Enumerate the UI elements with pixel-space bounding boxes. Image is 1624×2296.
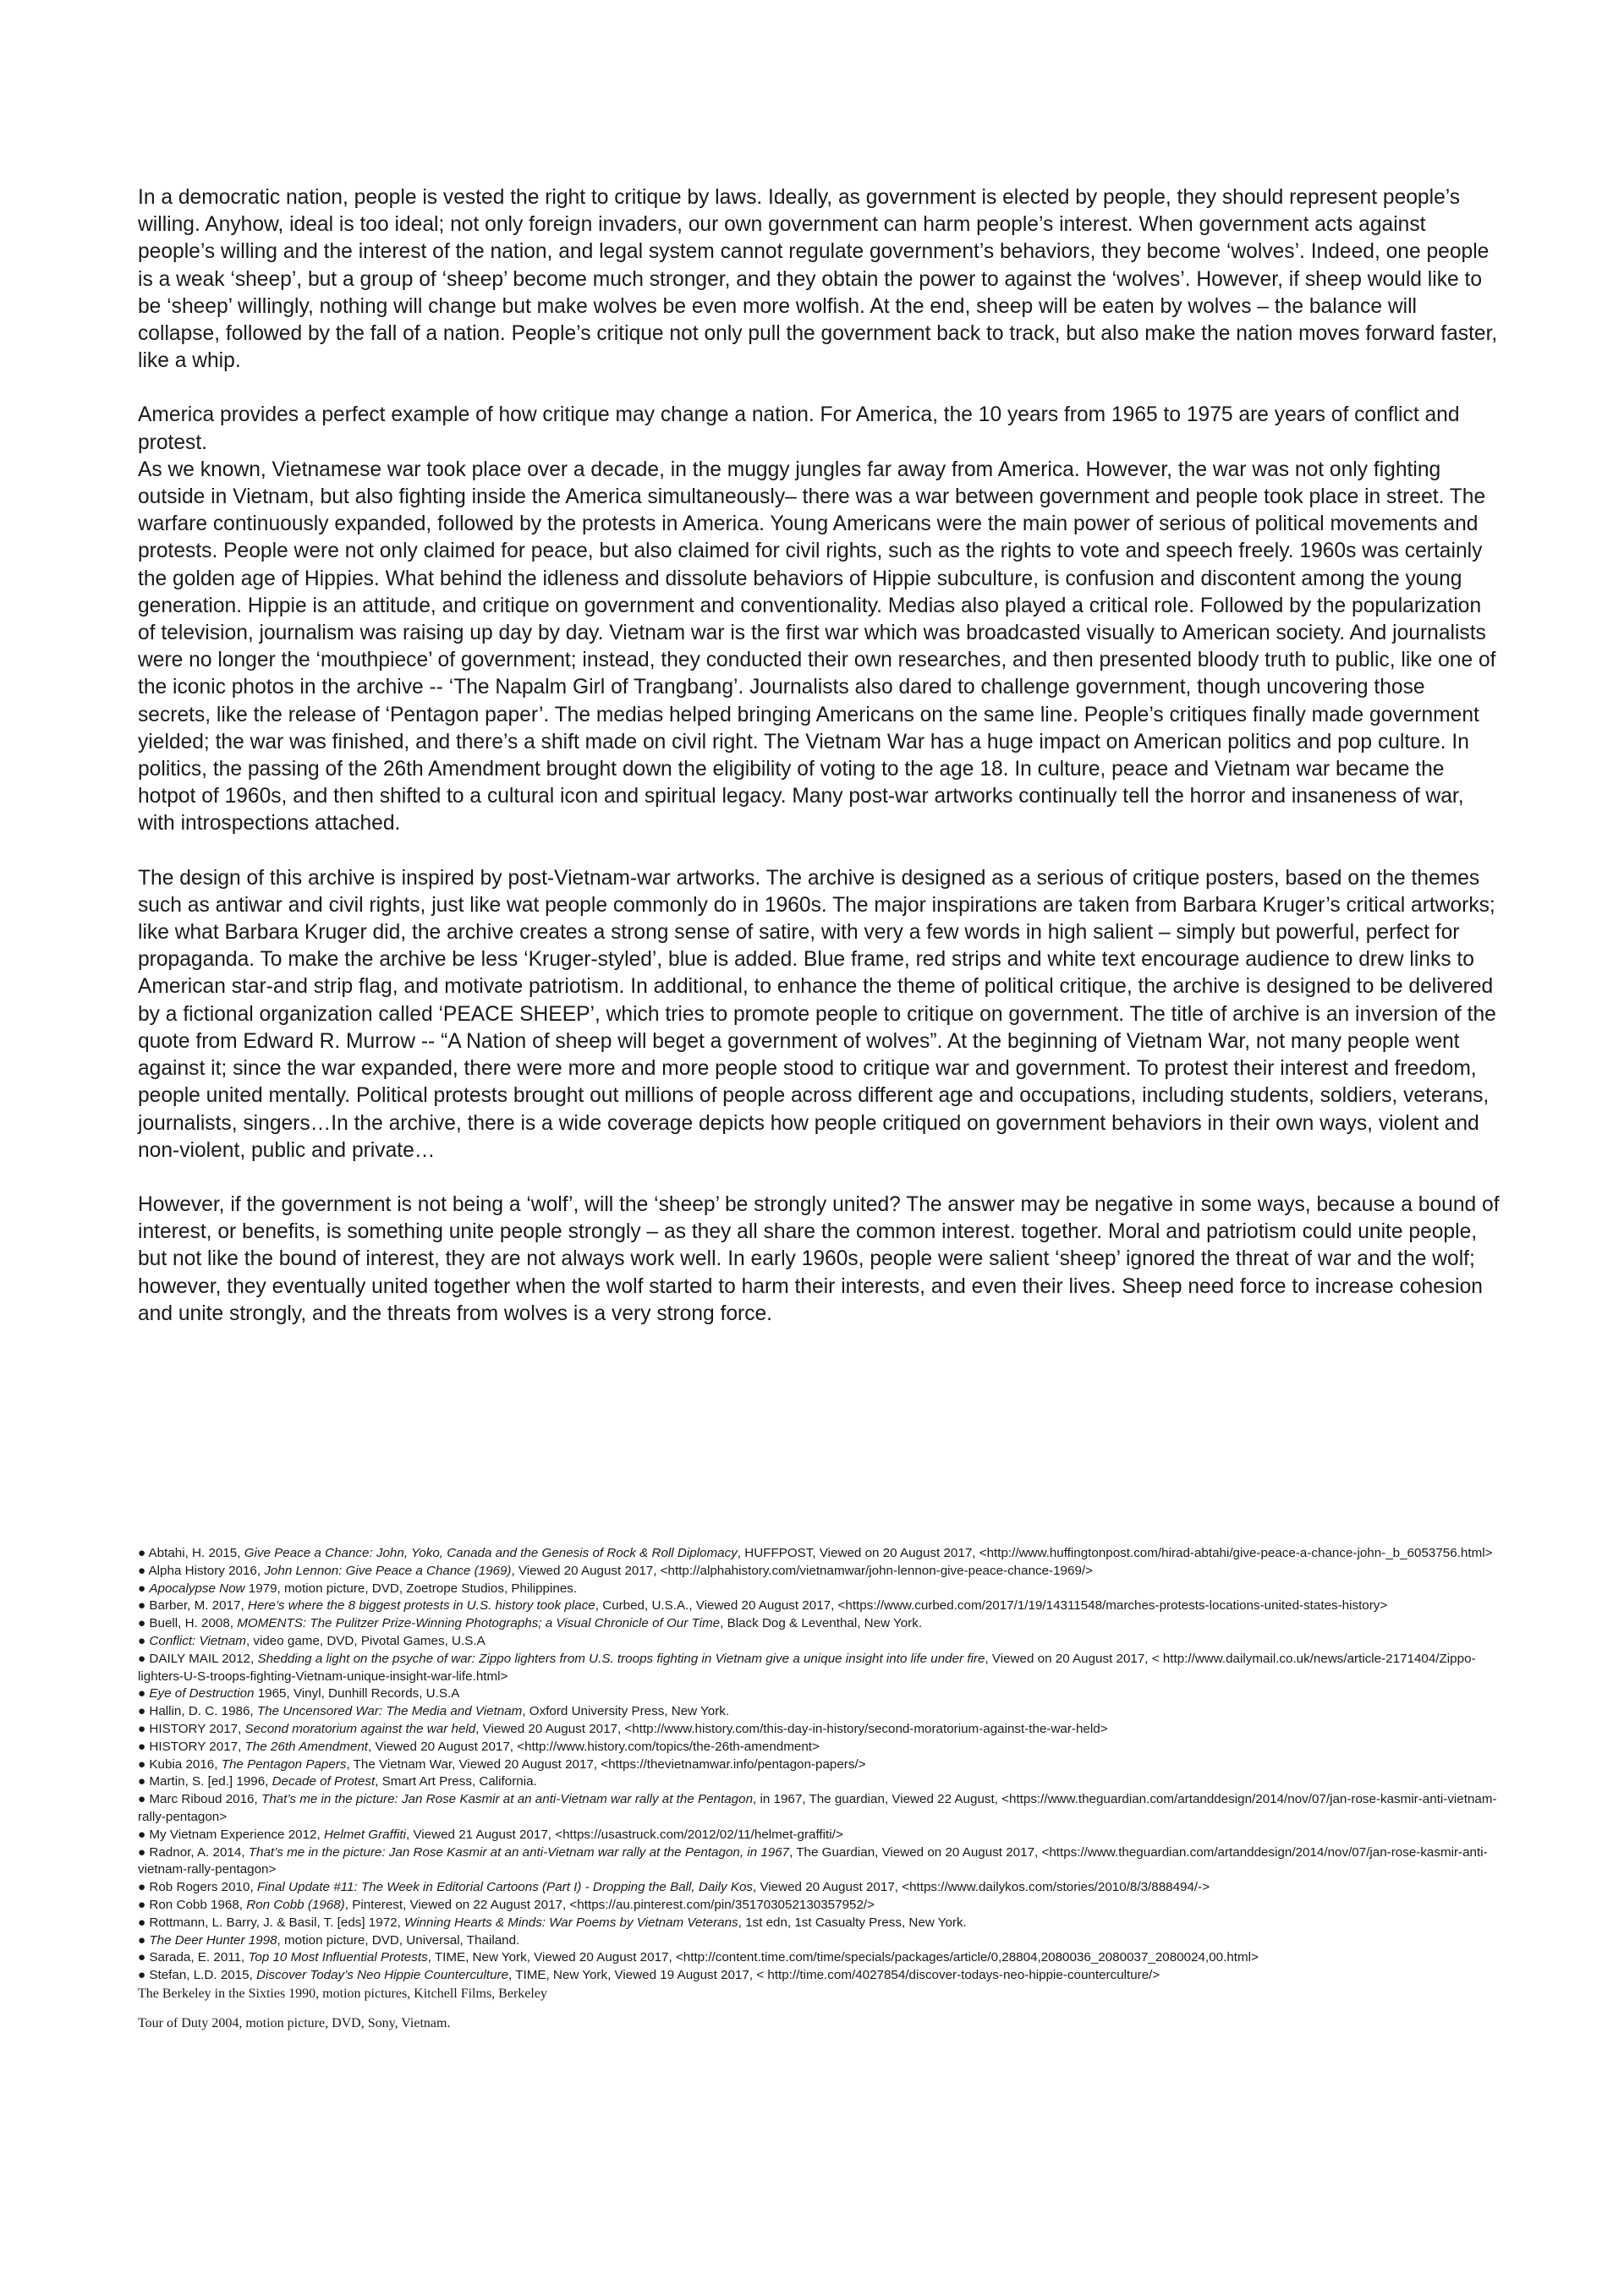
reference-suffix: , TIME, New York, Viewed 19 August 2017, < http://time.com/4027854/discover-todays-neo-hippie-counterculture/> [508,1968,1160,1983]
reference-item [138,1844,1501,1880]
reference-prefix: ● Ron Cobb 1968, [138,1897,247,1912]
reference-suffix: , Smart Art Press, California. [375,1774,537,1789]
reference-title: Discover Today’s Neo Hippie Counterculture [256,1968,509,1983]
reference-item [138,1932,1501,1950]
reference-title: Here’s where the 8 biggest protests in U.S. history took place [247,1598,595,1614]
reference-title: That’s me in the picture: Jan Rose Kasmir at an anti-Vietnam war rally at the Pentagon [261,1792,754,1807]
reference-item [138,1703,1501,1721]
reference-suffix: , Viewed 20 August 2017, <http://www.history.com/this-day-in-history/second-moratorium-against-the-war-held> [475,1721,1108,1736]
reference-title: Apocalypse Now [149,1581,245,1596]
reference-suffix: , Curbed, U.S.A., Viewed 20 August 2017, <https://www.curbed.com/2017/1/19/14311548/marches-protests-locations-united-states-history> [595,1598,1388,1614]
reference-item [138,1581,1501,1598]
reference-prefix: ● Martin, S. [ed.] 1996, [138,1774,272,1789]
essay-paragraph: The design of this archive is inspired by post-Vietnam-war artworks. The archive is designed as a serious of critique posters, based on the themes such as antiwar and civil rights, just like wat people commonly do in 1960s. The major inspirations are taken from Barbara Kruger’s critical artworks; like what Barbara Kruger did, the archive creates a strong sense of satire, with very a few words in high salient – simply but powerful, perfect for propaganda. To make the archive be less ‘Kruger-styled’, blue is added. Blue frame, red strips and white text encourage audience to drew links to American star-and strip flag, and motivate patriotism. In additional, to enhance the theme of political critique, the archive is designed to be delivered by a fictional organization called ‘PEACE SHEEP’, which tries to promote people to critique on government. The title of archive is an inversion of the quote from Edward R. Murrow -- “A Nation of sheep will beget a government of wolves”. At the beginning of Vietnam War, not many people went against it; since the war expanded, there were more and more people stood to critique war and government. To protest their interest and freedom, people united mentally. Political protests brought out millions of people across different age and occupations, including students, soldiers, veterans, journalists, singers…In the archive, there is a wide coverage depicts how people critiqued on government behaviors in their own ways, violent and non-violent, public and private… [138,866,1496,1162]
reference-suffix: , Oxford University Press, New York. [522,1704,730,1719]
reference-prefix: ● Barber, M. 2017, [138,1598,248,1614]
reference-prefix: ● Alpha History 2016, [138,1563,265,1578]
reference-title: Winning Hearts & Minds: War Poems by Vietnam Veterans [404,1915,738,1930]
reference-item [138,1827,1501,1844]
reference-item [138,1545,1501,1563]
reference-suffix: , 1st edn, 1st Casualty Press, New York. [738,1915,967,1930]
reference-prefix: ● [138,1932,150,1948]
reference-title: The 26th Amendment [244,1739,369,1754]
essay-body [138,184,1501,1328]
reference-prefix: ● Rottmann, L. Barry, J. & Basil, T. [eds] 1972, [138,1915,405,1930]
reference-title: Final Update #11: The Week in Editorial Cartoons (Part I) - Dropping the Ball, Daily Kos [256,1880,754,1895]
reference-suffix: , The Vietnam War, Viewed 20 August 2017, <https://thevietnamwar.info/pentagon-papers/> [346,1756,866,1772]
reference-item [138,1791,1501,1827]
reference-prefix: ● Buell, H. 2008, [138,1616,238,1631]
reference-item [138,1897,1501,1915]
reference-prefix: ● Radnor, A. 2014, [138,1844,249,1860]
reference-item [138,1879,1501,1897]
reference-suffix: 1965, Vinyl, Dunhill Records, U.S.A [254,1686,460,1701]
reference-item [138,1651,1501,1686]
reference-prefix: ● Kubia 2016, [138,1756,222,1772]
reference-title: The Uncensored War: The Media and Vietnam [256,1704,523,1719]
reference-title: Helmet Graffiti [323,1827,407,1842]
reference-suffix: , HUFFPOST, Viewed on 20 August 2017, <http://www.huffingtonpost.com/hirad-abtahi/give-peace-a-chance-john-_b_6053756.html> [737,1546,1493,1560]
reference-item [138,1615,1501,1633]
reference-suffix: , Viewed on 20 August 2017, < http://www.dailymail.co.uk/news/article-2171404/Zippo-lighters-U-S-troops-fighting-Vietnam-unique-insight-war-life.html> [138,1651,1476,1684]
reference-item-serif: Tour of Duty 2004, motion picture, DVD, Sony, Vietnam. [138,2015,451,2030]
reference-item [138,1739,1501,1756]
reference-title: Give Peace a Chance: John, Yoko, Canada and the Genesis of Rock & Roll Diplomacy [244,1546,738,1560]
reference-title: That’s me in the picture: Jan Rose Kasmir at an anti-Vietnam war rally at the Pentagon, in 1967 [248,1844,790,1860]
reference-suffix: , Viewed 20 August 2017, <https://www.dailykos.com/stories/2010/8/3/888494/-> [753,1880,1210,1895]
reference-prefix: ● [138,1686,150,1701]
reference-suffix: , TIME, New York, Viewed 20 August 2017, <http://content.time.com/time/specials/packages/article/0,28804,2080036_2080037_2080024,00.html> [427,1950,1259,1965]
reference-prefix: ● HISTORY 2017, [138,1739,245,1754]
reference-suffix: , Viewed 20 August 2017, <http://alphahistory.com/vietnamwar/john-lennon-give-peace-chance-1969/> [511,1563,1093,1578]
reference-suffix: 1979, motion picture, DVD, Zoetrope Studios, Philippines. [244,1581,578,1596]
reference-item [138,1597,1501,1615]
reference-item [138,1633,1501,1651]
reference-prefix: ● My Vietnam Experience 2012, [138,1827,324,1842]
essay-paragraph: However, if the government is not being a ‘wolf’, will the ‘sheep’ be strongly united? The answer may be negative in some ways, because a bound of interest, or benefits, is something unite people strongly – as they all share the common interest. together. Moral and patriotism could unite people, but not like the bound of interest, they are not always work well. In early 1960s, people were salient ‘sheep’ ignored the threat of war and the wolf; however, they eventually united together when the wolf started to harm their interests, and even their lives. Sheep need force to increase cohesion and unite strongly, and the threats from wolves is a very strong force. [138,1192,1500,1325]
reference-prefix: ● Stefan, L.D. 2015, [138,1968,257,1983]
reference-title: Conflict: Vietnam [149,1633,246,1648]
reference-item [138,1721,1501,1739]
reference-item [138,1915,1501,1932]
reference-suffix: , Viewed 20 August 2017, <http://www.history.com/topics/the-26th-amendment> [368,1739,820,1754]
reference-suffix: , Viewed 21 August 2017, <https://usastruck.com/2012/02/11/helmet-graffiti/> [406,1827,843,1842]
reference-item-serif: The Berkeley in the Sixties 1990, motion pictures, Kitchell Films, Berkeley [138,1986,547,2001]
reference-title: Second moratorium against the war held [244,1721,476,1736]
reference-item [138,1756,1501,1774]
reference-title: The Deer Hunter 1998 [149,1932,277,1948]
reference-item [138,1773,1501,1791]
reference-item [138,1967,1501,1985]
reference-title: John Lennon: Give Peace a Chance (1969) [264,1563,512,1578]
reference-prefix: ● Abtahi, H. 2015, [138,1546,244,1560]
reference-prefix: ● Rob Rogers 2010, [138,1880,257,1895]
reference-prefix: ● Hallin, D. C. 1986, [138,1704,257,1719]
reference-suffix: , The Guardian, Viewed on 20 August 2017, <https://www.theguardian.com/artanddesign/2014/nov/07/jan-rose-kasmir-anti-vietnam-rally-pentagon> [138,1844,1488,1877]
reference-suffix: , in 1967, The guardian, Viewed 22 August, <https://www.theguardian.com/artanddesign/2014/nov/07/jan-rose-kasmir-anti-vietnam-rally-pentagon> [138,1792,1497,1824]
reference-title: The Pentagon Papers [221,1756,347,1772]
reference-prefix: ● HISTORY 2017, [138,1721,245,1736]
reference-title: Eye of Destruction [149,1686,255,1701]
reference-list [138,1545,1501,2032]
essay-paragraph: America provides a perfect example of how critique may change a nation. For America, the 10 years from 1965 to 1975 are years of conflict and protest. [138,403,1460,454]
reference-prefix: ● [138,1581,150,1596]
reference-title: Top 10 Most Influential Protests [248,1950,428,1965]
reference-prefix: ● [138,1633,150,1648]
reference-title: MOMENTS: The Pulitzer Prize-Winning Photographs; a Visual Chronicle of Our Time [237,1616,721,1631]
essay-paragraph: In a democratic nation, people is vested the right to critique by laws. Ideally, as government is elected by people, they should represent people’s willing. Anyhow, ideal is too ideal; not only foreign invaders, our own government can harm people’s interest. When government acts against people’s willing and the interest of the nation, and legal system cannot regulate government’s behaviors, they become ‘wolves’. Indeed, one people is a weak ‘sheep’, but a group of ‘sheep’ become much stronger, and they obtain the power to against the ‘wolves’. However, if sheep would like to be ‘sheep’ willingly, nothing will change but make wolves be even more wolfish. At the end, sheep will be eaten by wolves – the balance will collapse, followed by the fall of a nation. People’s critique not only pull the government back to track, but also make the nation moves forward faster, like a whip. [138,186,1498,373]
reference-suffix: , Black Dog & Leventhal, New York. [720,1616,923,1631]
reference-item [138,1563,1501,1581]
reference-suffix: , motion picture, DVD, Universal, Thailand. [277,1932,520,1948]
reference-suffix: , video game, DVD, Pivotal Games, U.S.A [245,1633,486,1648]
reference-prefix: ● Sarada, E. 2011, [138,1950,249,1965]
essay-paragraph: As we known, Vietnamese war took place over a decade, in the muggy jungles far away from America. However, the war was not only fighting outside in Vietnam, but also fighting inside the America simultaneously– there was a war between government and people took place in street. The warfare continuously expanded, followed by the protests in America. Young Americans were the main power of serious of political movements and protests. People were not only claimed for peace, but also claimed for civil rights, such as the rights to vote and speech freely. 1960s was certainly the golden age of Hippies. What behind the idleness and dissolute behaviors of Hippie subculture, is confusion and discontent among the young generation. Hippie is an attitude, and critique on government and conventionality. Medias also played a critical role. Followed by the popularization of television, journalism was raising up day by day. Vietnam war is the first war which was broadcasted visually to American society. And journalists were no longer the ‘mouthpiece’ of government; instead, they conducted their own researches, and then presented bloody truth to public, like one of the iconic photos in the archive -- ‘The Napalm Girl of Trangbang’. Journalists also dared to challenge government, though uncovering those secrets, like the release of ‘Pentagon paper’. The medias helped bringing Americans on the same line. People’s critiques finally made government yielded; the war was finished, and there’s a shift made on civil right. The Vietnam War has a huge impact on American politics and pop culture. In politics, the passing of the 26th Amendment brought down the eligibility of voting to the age 18. In culture, peace and Vietnam war became the hotpot of 1960s, and then shifted to a cultural icon and spiritual legacy. Many post-war artworks continually tell the horror and insaneness of war, with introspections attached. [138,458,1496,836]
reference-item [138,1949,1501,1967]
reference-item [138,1685,1501,1703]
reference-prefix: ● DAILY MAIL 2012, [138,1651,258,1666]
reference-title: Ron Cobb (1968) [246,1897,345,1912]
reference-prefix: ● Marc Riboud 2016, [138,1792,261,1807]
reference-suffix: , Pinterest, Viewed on 22 August 2017, <https://au.pinterest.com/pin/351703052130357952/> [344,1897,875,1912]
reference-title: Decade of Protest [272,1774,376,1789]
reference-title: Shedding a light on the psyche of war: Zippo lighters from U.S. troops fighting in Vietnam give a unique insight into life under fire [257,1651,985,1666]
